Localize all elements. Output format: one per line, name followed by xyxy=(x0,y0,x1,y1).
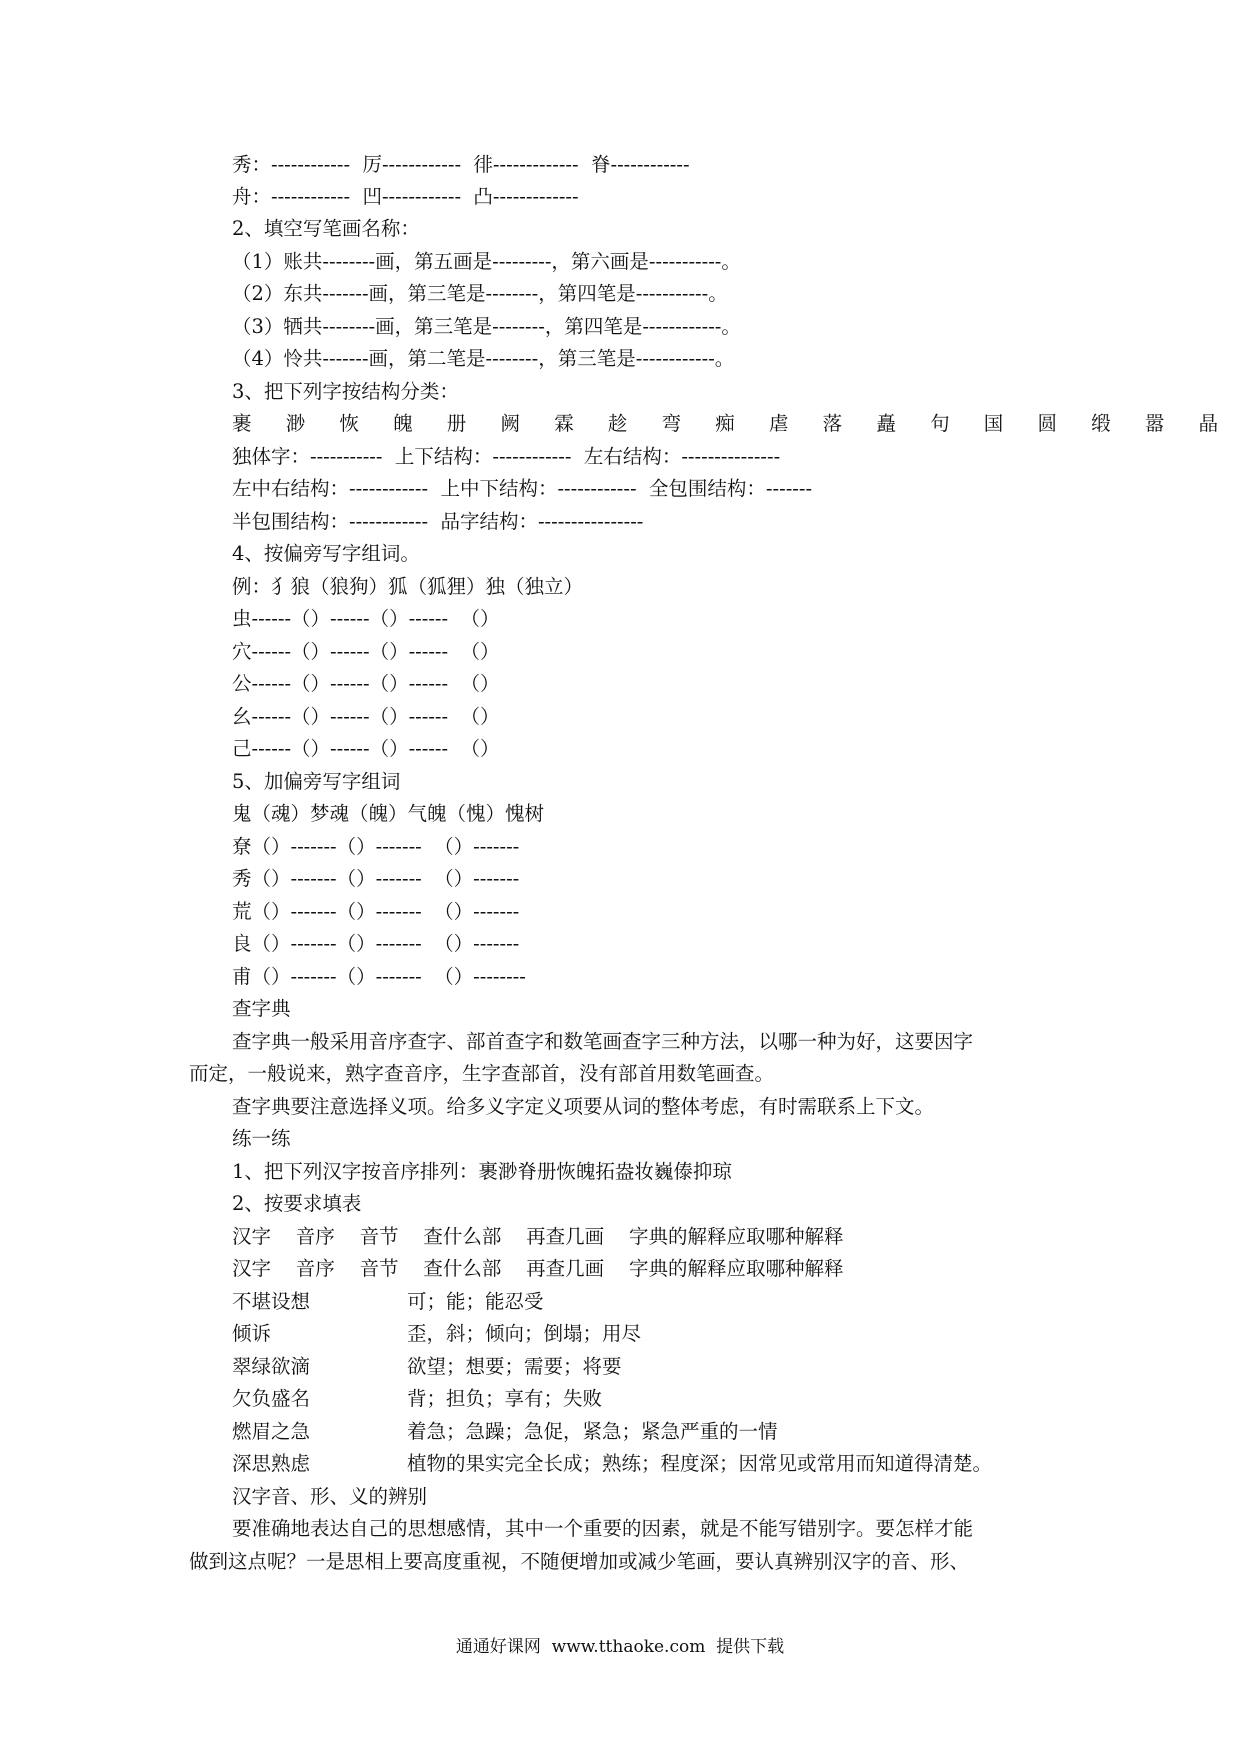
structure-line-3: 半包围结构：------------ 品字结构：---------------- xyxy=(232,510,644,533)
section-heading-practice: 练一练 xyxy=(232,1127,291,1150)
table-meaning: 欲望；想要；需要；将要 xyxy=(407,1355,622,1378)
paragraph-dictionary-1a: 查字典一般采用音序查字、部首查字和数笔画查字三种方法，以哪一种为好，这要因字 xyxy=(232,1030,974,1053)
radical-row-chong: 虫------（）------（）------ （） xyxy=(232,607,500,630)
add-radical-row-1: 尞（）-------（）------- （）------- xyxy=(232,835,520,858)
section-heading-radicals: 4、按偏旁写字组词。 xyxy=(232,542,420,565)
table-word: 翠绿欲滴 xyxy=(232,1355,311,1378)
radical-row-xue: 穴------（）------（）------ （） xyxy=(232,640,500,663)
structure-line-2: 左中右结构：------------ 上中下结构：------------ 全包围结构：------- xyxy=(232,477,813,500)
practice-item-2: 2、按要求填表 xyxy=(232,1192,362,1215)
table-word: 深思熟虑 xyxy=(232,1452,311,1475)
add-radical-row-4: 良（）-------（）------- （）------- xyxy=(232,932,520,955)
section-heading-distinguish: 汉字音、形、义的辨别 xyxy=(232,1485,428,1508)
character-list: 裹 渺 恢 魄 册 阙 霖 趁 弯 痴 虐 落 矗 句 国 圆 缎 嚣 晶 xyxy=(232,412,1233,435)
table-meaning: 背；担负；享有；失败 xyxy=(407,1387,603,1410)
stroke-question-2: （2）东共-------画，第三笔是--------，第四笔是-----------。 xyxy=(232,282,728,305)
add-radical-example: 鬼（魂）梦魂（魄）气魄（愧）愧树 xyxy=(232,802,545,825)
structure-line-1: 独体字：----------- 上下结构：------------ 左右结构：--------------- xyxy=(232,445,781,468)
page-footer: 通通好课网 www.tthaoke.com 提供下载 xyxy=(455,1637,785,1657)
table-meaning: 歪，斜；倾向；倒塌；用尽 xyxy=(407,1322,642,1345)
add-radical-row-5: 甫（）-------（）------- （）-------- xyxy=(232,965,526,988)
radical-row-ji: 己------（）------（）------ （） xyxy=(232,737,500,760)
radical-row-gong: 公------（）------（）------ （） xyxy=(232,672,500,695)
paragraph-distinguish-a: 要准确地表达自己的思想感情，其中一个重要的因素，就是不能写错别字。要怎样才能 xyxy=(232,1517,974,1540)
add-radical-row-3: 荒（）-------（）------- （）------- xyxy=(232,900,520,923)
table-header-1: 汉字 音序 音节 查什么部 再查几画 字典的解释应取哪种解释 xyxy=(232,1225,844,1248)
table-word: 倾诉 xyxy=(232,1322,272,1345)
paragraph-dictionary-2: 查字典要注意选择义项。给多义字定义项要从词的整体考虑，有时需联系上下文。 xyxy=(232,1095,935,1118)
practice-item-1: 1、把下列汉字按音序排列：裹渺脊册恢魄拓盎妆巍傣抑琼 xyxy=(232,1160,732,1183)
exercise-line-zhou: 舟：------------ 凹------------ 凸------------- xyxy=(232,185,579,208)
table-word: 不堪设想 xyxy=(232,1290,311,1313)
paragraph-distinguish-b: 做到这点呢？一是思相上要高度重视，不随便增加或减少笔画，要认真辨别汉字的音、形、 xyxy=(189,1550,970,1573)
table-meaning: 植物的果实完全长成；熟练；程度深；因常见或常用而知道得清楚。 xyxy=(407,1452,993,1475)
table-meaning: 可；能；能忍受 xyxy=(407,1290,544,1313)
radical-example: 例：犭狼（狼狗）狐（狐狸）独（独立） xyxy=(232,575,584,598)
section-heading-structure: 3、把下列字按结构分类： xyxy=(232,380,459,403)
table-word: 燃眉之急 xyxy=(232,1420,311,1443)
table-word: 欠负盛名 xyxy=(232,1387,311,1410)
stroke-question-4: （4）怜共-------画，第二笔是--------，第三笔是------------。 xyxy=(232,347,735,370)
section-heading-strokes: 2、填空写笔画名称： xyxy=(232,217,420,240)
section-heading-add-radical: 5、加偏旁写字组词 xyxy=(232,770,401,793)
paragraph-dictionary-1b: 而定，一般说来，熟字查音序，生字查部首，没有部首用数笔画查。 xyxy=(189,1062,775,1085)
stroke-question-3: （3）牺共--------画，第三笔是--------，第四笔是------------。 xyxy=(232,315,741,338)
stroke-question-1: （1）账共--------画，第五画是---------，第六画是-----------。 xyxy=(232,250,741,273)
table-meaning: 着急；急躁；急促，紧急；紧急严重的一情 xyxy=(407,1420,778,1443)
add-radical-row-2: 秀（）-------（）------- （）------- xyxy=(232,867,520,890)
section-heading-dictionary: 查字典 xyxy=(232,997,291,1020)
radical-row-yao: 幺------（）------（）------ （） xyxy=(232,705,500,728)
table-header-2: 汉字 音序 音节 查什么部 再查几画 字典的解释应取哪种解释 xyxy=(232,1257,844,1280)
exercise-line-xiu: 秀：------------ 厉------------ 徘------------- 脊------------ xyxy=(232,153,690,176)
